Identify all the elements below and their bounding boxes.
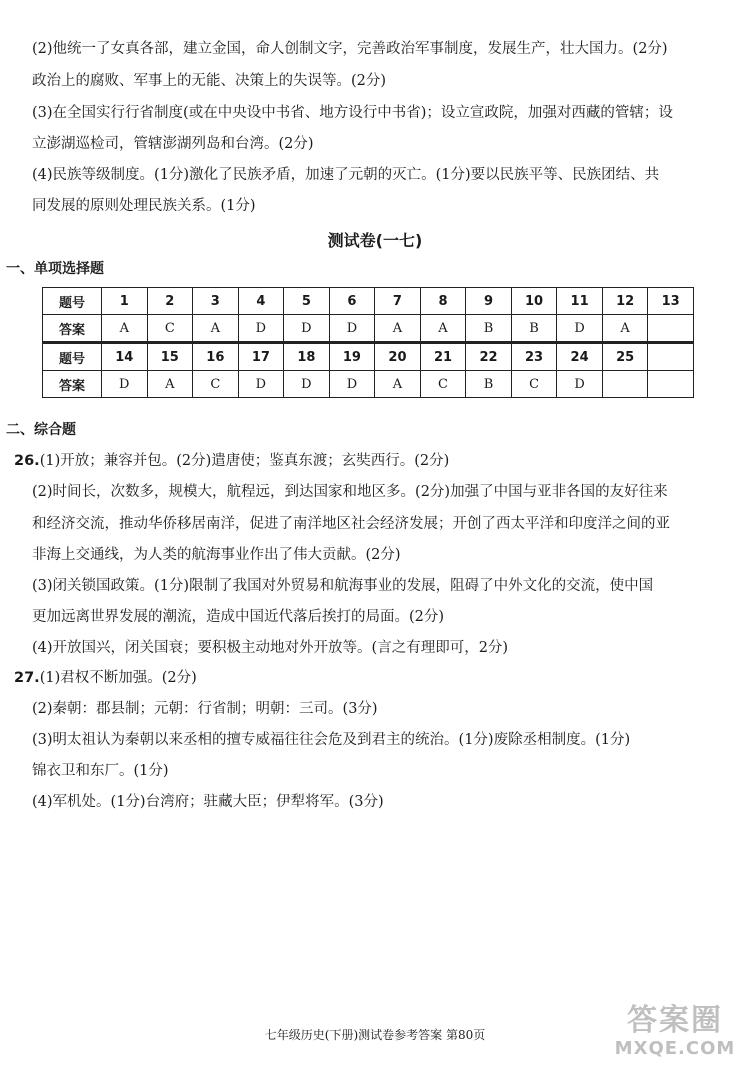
question-27-line: (2)秦朝：郡县制；元朝：行省制；明朝：三司。(3分) <box>32 701 378 717</box>
number-cell: 13 <box>648 288 694 315</box>
header-cell: 答案 <box>43 371 102 398</box>
table-row <box>43 343 694 371</box>
answer-cell <box>648 371 694 398</box>
answer-cell: D <box>102 371 148 398</box>
question-27-line: (3)明太祖认为秦朝以来丞相的擅专威福往往会危及到君主的统治。(1分)废除丞相制度。(1分) <box>32 732 631 748</box>
number-cell: 14 <box>102 343 148 371</box>
number-cell: 19 <box>329 343 375 371</box>
answer-cell: B <box>511 315 557 343</box>
question-26-line: (3)闭关锁国政策。(1分)限制了我国对外贸易和航海事业的发展，阻碍了中外文化的交流，使中国 <box>32 578 654 594</box>
answer-cell <box>602 371 648 398</box>
answer-cell: B <box>466 315 512 343</box>
number-cell: 18 <box>284 343 330 371</box>
prev-answer-line: 立澎湖巡检司，管辖澎湖列岛和台湾。(2分) <box>32 136 314 152</box>
answer-cell: D <box>329 315 375 343</box>
answer-cell: D <box>284 315 330 343</box>
question-26-line: 非海上交通线，为人类的航海事业作出了伟大贡献。(2分) <box>32 547 401 563</box>
question-26-line: 26.(1)开放；兼容并包。(2分)遣唐使；鉴真东渡；玄奘西行。(2分) <box>14 453 450 469</box>
number-cell: 11 <box>557 288 603 315</box>
answer-cell: D <box>238 371 284 398</box>
question-number: 26. <box>14 453 40 469</box>
table-row <box>43 315 694 343</box>
table-row <box>43 371 694 398</box>
answer-cell: A <box>102 315 148 343</box>
question-26-line: 和经济交流，推动华侨移居南洋，促进了南洋地区社会经济发展；开创了西太平洋和印度洋之间的亚 <box>32 516 670 532</box>
table-row <box>43 288 694 315</box>
number-cell: 15 <box>147 343 193 371</box>
prev-answer-line: 政治上的腐败、军事上的无能、决策上的失误等。(2分) <box>32 73 387 89</box>
header-cell: 题号 <box>43 343 102 371</box>
answer-cell: A <box>147 371 193 398</box>
answer-cell: C <box>147 315 193 343</box>
number-cell: 12 <box>602 288 648 315</box>
test-title: 测试卷(一七) <box>327 231 423 250</box>
number-cell: 17 <box>238 343 284 371</box>
number-cell: 4 <box>238 288 284 315</box>
prev-answer-line: (4)民族等级制度。(1分)激化了民族矛盾，加速了元朝的灭亡。(1分)要以民族平等、民族团结、共 <box>32 167 660 183</box>
header-cell: 题号 <box>43 288 102 315</box>
question-26-line: 更加远离世界发展的潮流，造成中国近代落后挨打的局面。(2分) <box>32 609 445 625</box>
number-cell: 21 <box>420 343 466 371</box>
answer-cell: D <box>557 315 603 343</box>
number-cell: 24 <box>557 343 603 371</box>
answer-cell: B <box>466 371 512 398</box>
number-cell: 25 <box>602 343 648 371</box>
question-27-line: (4)军机处。(1分)台湾府；驻藏大臣；伊犁将军。(3分) <box>32 794 384 810</box>
answer-cell: D <box>284 371 330 398</box>
question-27-line: 27.(1)君权不断加强。(2分) <box>14 670 197 686</box>
answer-cell: A <box>375 371 421 398</box>
answer-table <box>42 287 694 398</box>
section-comprehensive: 二、综合题 <box>6 422 76 438</box>
question-27-line: 锦衣卫和东厂。(1分) <box>32 763 169 779</box>
watermark-url: MXQE.COM <box>614 1038 736 1059</box>
number-cell: 5 <box>284 288 330 315</box>
answer-cell: D <box>329 371 375 398</box>
section-multiple-choice: 一、单项选择题 <box>6 261 104 277</box>
number-cell: 1 <box>102 288 148 315</box>
number-cell: 22 <box>466 343 512 371</box>
number-cell: 8 <box>420 288 466 315</box>
prev-answer-line: (2)他统一了女真各部，建立金国，命人创制文字，完善政治军事制度，发展生产，壮大国力。(2分) <box>32 41 668 57</box>
number-cell: 3 <box>193 288 239 315</box>
prev-answer-line: 同发展的原则处理民族关系。(1分) <box>32 198 256 214</box>
number-cell: 2 <box>147 288 193 315</box>
answer-cell: A <box>602 315 648 343</box>
number-cell <box>648 343 694 371</box>
question-26-line: (4)开放国兴，闭关国衰；要积极主动地对外开放等。(言之有理即可，2分) <box>32 640 509 656</box>
header-cell: 答案 <box>43 315 102 343</box>
answer-cell: A <box>375 315 421 343</box>
number-cell: 10 <box>511 288 557 315</box>
page-footer: 七年级历史(下册)测试卷参考答案 第80页 <box>264 1028 486 1042</box>
watermark-logo <box>610 1004 740 1068</box>
number-cell: 7 <box>375 288 421 315</box>
answer-cell: C <box>511 371 557 398</box>
answer-cell: C <box>420 371 466 398</box>
number-cell: 6 <box>329 288 375 315</box>
answer-cell <box>648 315 694 343</box>
question-number: 27. <box>14 670 40 686</box>
number-cell: 23 <box>511 343 557 371</box>
question-26-line: (2)时间长，次数多，规模大，航程远，到达国家和地区多。(2分)加强了中国与亚非各国的友好往来 <box>32 484 668 500</box>
number-cell: 16 <box>193 343 239 371</box>
watermark-text: 答案圈 <box>627 1003 723 1038</box>
number-cell: 20 <box>375 343 421 371</box>
answer-cell: D <box>238 315 284 343</box>
number-cell: 9 <box>466 288 512 315</box>
answer-cell: D <box>557 371 603 398</box>
answer-cell: A <box>420 315 466 343</box>
prev-answer-line: (3)在全国实行行省制度(或在中央设中书省、地方设行中书省)；设立宣政院，加强对西藏的管辖；设 <box>32 105 673 121</box>
answer-cell: A <box>193 315 239 343</box>
answer-cell: C <box>193 371 239 398</box>
